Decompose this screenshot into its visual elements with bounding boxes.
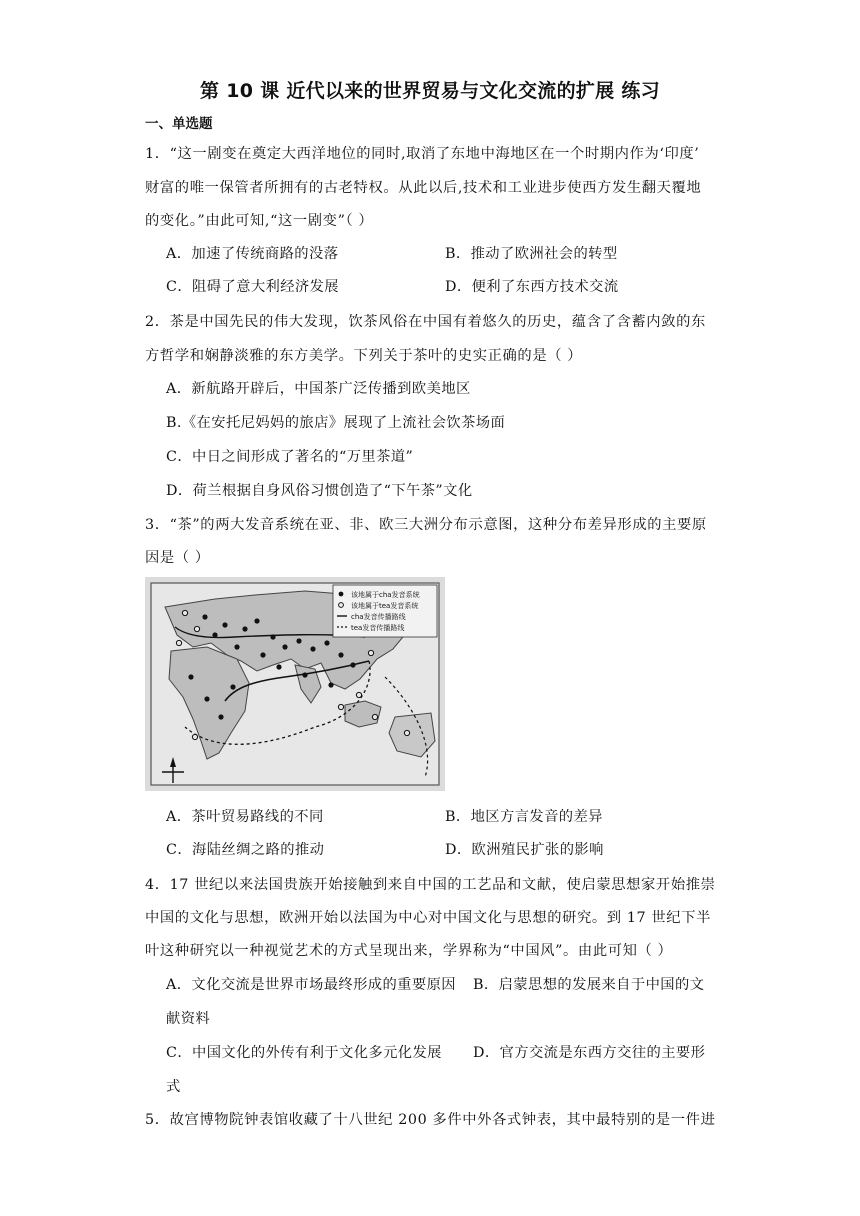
q1-option-c[interactable]: C．阻碍了意大利经济发展	[166, 279, 340, 295]
q1-option-a[interactable]: A．加速了传统商路的没落	[166, 246, 339, 262]
q2-line-1: 2．茶是中国先民的伟大发现，饮茶风俗在中国有着悠久的历史，蕴含了含蓄内敛的东	[145, 314, 706, 330]
legend-tea-place: 该地属于tea发音系统	[351, 602, 419, 610]
q1-line-2: 财富的唯一保管者所拥有的古老特权。从此以后,技术和工业进步使西方发生翻天覆地	[145, 180, 702, 196]
q4-option-c[interactable]: C．中国文化的外传有利于文化多元化发展	[166, 1045, 442, 1061]
q2-option-d[interactable]: D．荷兰根据自身风俗习惯创造了“下午茶”文化	[166, 483, 473, 499]
q3-option-c[interactable]: C．海陆丝绸之路的推动	[166, 842, 325, 858]
q2-option-b[interactable]: B.《在安托尼妈妈的旅店》展现了上流社会饮茶场面	[166, 415, 506, 431]
q2-option-a[interactable]: A．新航路开辟后，中国茶广泛传播到欧美地区	[166, 381, 471, 397]
q1-option-d[interactable]: D．便利了东西方技术交流	[445, 279, 619, 295]
page-title: 第 10 课 近代以来的世界贸易与文化交流的扩展 练习	[199, 80, 660, 102]
q4-option-b[interactable]: B．启蒙思想的发展来自于中国的文	[473, 977, 705, 993]
section-heading: 一、单选题	[145, 116, 213, 132]
q2-line-2: 方哲学和娴静淡雅的东方美学。下列关于茶叶的史实正确的是（ ）	[145, 348, 583, 364]
legend-tea-route: tea发音传播路线	[351, 624, 405, 632]
q4-line-3: 叶这种研究以一种视觉艺术的方式呈现出来，学界称为“中国风”。由此可知（ ）	[145, 943, 673, 959]
q4-line-2: 中国的文化与思想，欧洲开始以法国为中心对中国文化与思想的研究。到 17 世纪下半	[145, 910, 711, 926]
legend-cha-route: cha发音传播路线	[351, 613, 406, 621]
tea-pronunciation-map	[145, 577, 445, 791]
q1-line-3: 的变化。”由此可知,“这一剧变”（ ）	[145, 213, 374, 229]
q4-option-a[interactable]: A．文化交流是世界市场最终形成的重要原因	[166, 977, 456, 993]
q4-line-1: 4．17 世纪以来法国贵族开始接触到来自中国的工艺品和文献，使启蒙思想家开始推崇	[145, 877, 716, 893]
q3-option-d[interactable]: D．欧洲殖民扩张的影响	[445, 842, 604, 858]
legend-cha-place: 该地属于cha发音系统	[351, 591, 420, 599]
map-graphic	[145, 577, 445, 791]
q4-option-d[interactable]: D．官方交流是东西方交往的主要形	[473, 1045, 706, 1061]
q1-option-b[interactable]: B．推动了欧洲社会的转型	[445, 246, 618, 262]
q4-option-b-continued: 献资料	[166, 1011, 211, 1027]
q2-option-c[interactable]: C．中日之间形成了著名的“万里茶道”	[166, 449, 414, 465]
q3-line-1: 3．“茶”的两大发音系统在亚、非、欧三大洲分布示意图，这种分布差异形成的主要原	[145, 517, 707, 533]
q3-option-b[interactable]: B．地区方言发音的差异	[445, 809, 603, 825]
q4-option-d-continued: 式	[166, 1079, 181, 1095]
q3-option-a[interactable]: A．茶叶贸易路线的不同	[166, 809, 324, 825]
q1-line-1: 1．“这一剧变在奠定大西洋地位的同时,取消了东地中海地区在一个时期内作为‘印度’	[145, 146, 700, 162]
q3-line-2: 因是（ ）	[145, 550, 210, 566]
q5-line-1: 5．故宫博物院钟表馆收藏了十八世纪 200 多件中外各式钟表，其中最特别的是一件进	[145, 1112, 716, 1128]
